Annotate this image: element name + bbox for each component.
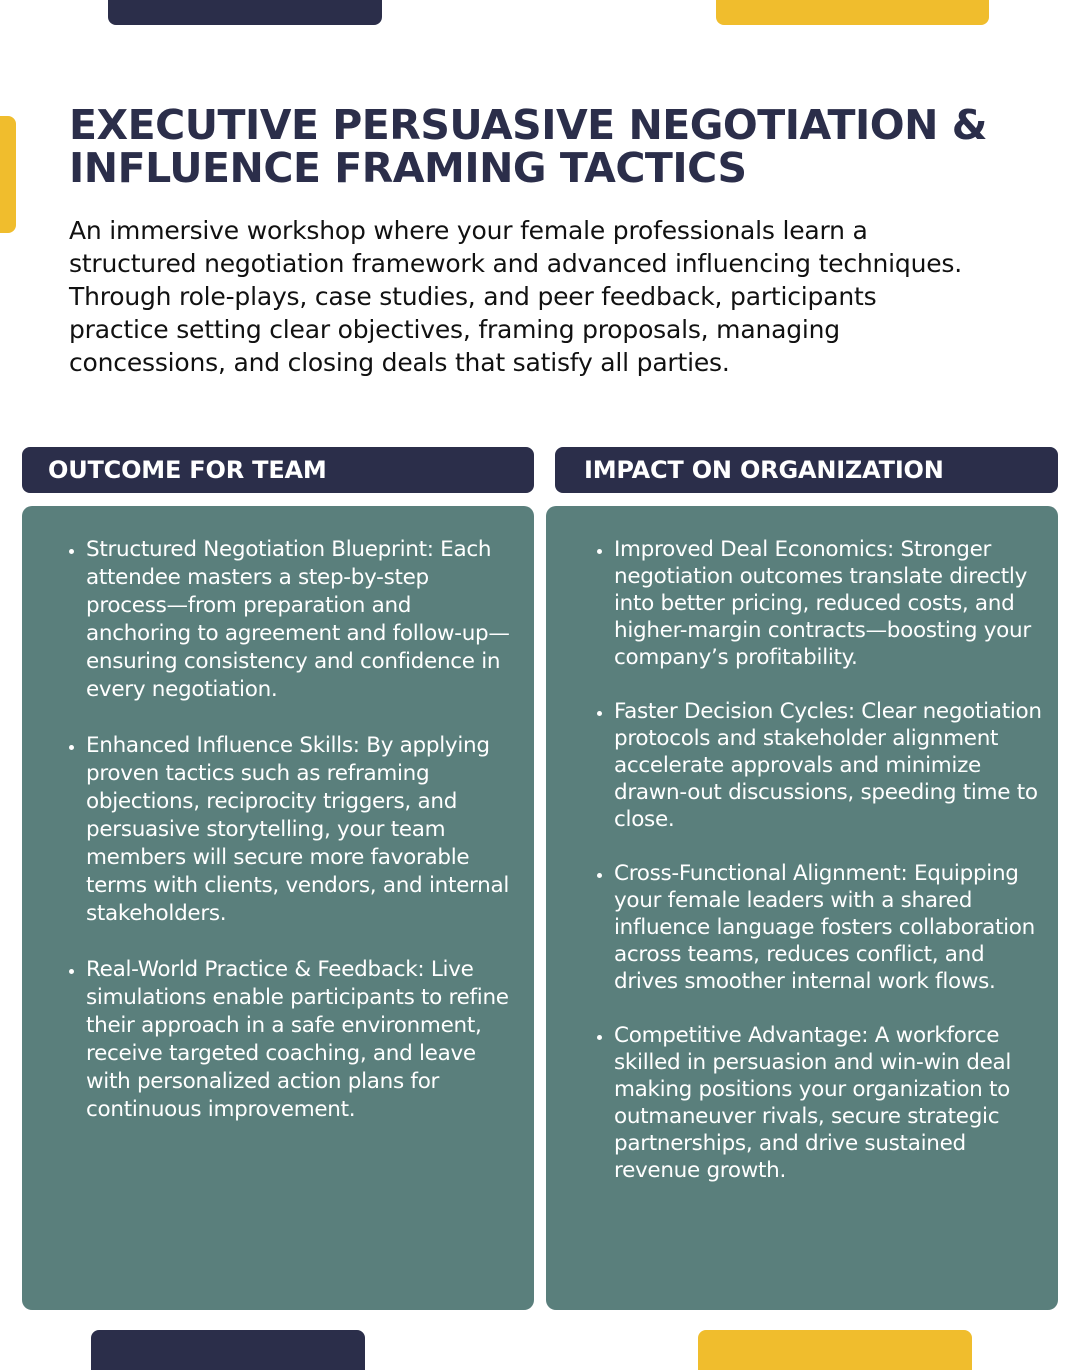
impact-list [594,536,1042,1184]
outcome-item: • Enhanced Influence Skills: By applying proven tactics such as reframing objections, reciprocity triggers, and persuasive storytelling, your team members will secure more favorable terms with clients, vendors, and internal stakeholders. [86,732,512,928]
decorative-navy-tab-bottom [91,1330,365,1370]
decorative-yellow-tab-bottom [698,1330,972,1370]
impact-item: • Improved Deal Economics: Stronger negotiation outcomes translate directly into better pricing, reduced costs, and higher-margin contracts—boosting your company’s profitability. [614,536,1042,671]
decorative-navy-tab-top [108,0,382,25]
outcome-item: • Real-World Practice & Feedback: Live simulations enable participants to refine their approach in a safe environment, receive targeted coaching, and leave with personalized action plans for continuous improvement. [86,956,512,1124]
outcome-list [66,536,512,1124]
impact-item: • Competitive Advantage: A workforce skilled in persuasion and win-win deal making positions your organization to outmaneuver rivals, secure strategic partnerships, and drive sustained revenue growth. [614,1022,1042,1184]
decorative-yellow-tab-top [716,0,989,25]
impact-item: • Cross-Functional Alignment: Equipping your female leaders with a shared influence language fosters collaboration across teams, reduces conflict, and drives smoother internal work flows. [614,860,1042,995]
outcome-panel [22,506,534,1310]
outcome-heading: OUTCOME FOR TEAM [22,447,534,493]
impact-panel [546,506,1058,1310]
outcome-item: • Structured Negotiation Blueprint: Each attendee masters a step-by-step process—from preparation and anchoring to agreement and follow-up—ensuring consistency and confidence in every negotiation. [86,536,512,704]
decorative-yellow-tab-left [0,116,16,233]
impact-item: • Faster Decision Cycles: Clear negotiation protocols and stakeholder alignment accelerate approvals and minimize drawn-out discussions, speeding time to close. [614,698,1042,833]
intro-paragraph: An immersive workshop where your female professionals learn a structured negotiation framework and advanced influencing techniques. Through role-plays, case studies, and peer feedback, participants practice setting clear objectives, framing proposals, managing concessions, and closing deals that satisfy all parties. [69,216,962,377]
impact-heading: IMPACT ON ORGANIZATION [555,447,1058,493]
page-title: EXECUTIVE PERSUASIVE NEGOTIATION & INFLUENCE FRAMING TACTICS [69,101,987,192]
